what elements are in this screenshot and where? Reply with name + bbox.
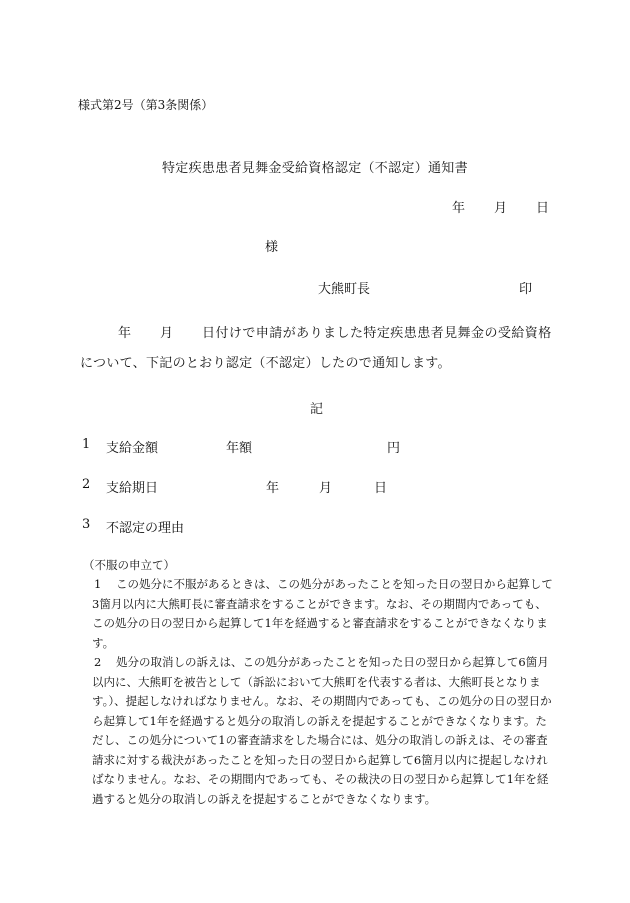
opening-year-label: 年 xyxy=(118,326,132,341)
paragraph-text: この処分に不服があるときは、この処分があったことを知った日の翌日から起算して3箇月以内に大熊町長に審査請求をすることができます。なお、その期間内であっても、この処分の日の翌日から起算して1年を経過すると審査請求をすることができなくなります。 xyxy=(92,577,553,650)
period-year-label: 年 xyxy=(266,481,280,496)
opening-month-label: 月 xyxy=(160,326,174,341)
yen-unit: 円 xyxy=(387,441,401,456)
item-label: 不認定の理由 xyxy=(106,521,185,536)
item-number: 1 xyxy=(82,437,91,452)
objection-heading: （不服の申立て） xyxy=(83,558,175,572)
paragraph-number: 1 xyxy=(94,577,102,591)
page-title: 特定疾患患者見舞金受給資格認定（不認定）通知書 xyxy=(162,161,468,176)
item-number: 3 xyxy=(82,517,91,532)
paragraph-text: 処分の取消しの訴えは、この処分があったことを知った日の翌日から起算して6箇月以内に、大熊町を被告として（訴訟において大熊町を代表する者は、大熊町長となります。）、提起しなければなりません。なお、その期間内であっても、この処分の日の翌日から起算して1年を経過すると処分の取消しの訴えを提起することができなくなります。ただし、この処分について1の審査請求をした場合には、処分の取消しの訴えは、その審査請求に対する裁決があったことを知った日の翌日から起算して6箇月以内に提起しなければなりません。なお、その期間内であっても、その裁決の日の翌日から起算して1年を経過すると処分の取消しの訴えを提起することができなくなります。 xyxy=(92,655,552,806)
item-number: 2 xyxy=(82,477,91,492)
objection-paragraph-1 xyxy=(92,575,558,653)
form-number: 様式第2号（第3条関係） xyxy=(78,98,214,112)
addressee-suffix: 様 xyxy=(265,240,279,255)
date-day-label: 日 xyxy=(536,201,550,216)
opening-line-2: について、下記のとおり認定（不認定）したので通知します。 xyxy=(80,356,451,371)
ki-heading: 記 xyxy=(310,402,324,417)
date-month-label: 月 xyxy=(494,201,508,216)
item-label: 支給期日 xyxy=(106,481,159,496)
seal-mark: 印 xyxy=(519,282,533,297)
period-month-label: 月 xyxy=(319,481,333,496)
opening-line-1: 日付けで申請がありました特定疾患患者見舞金の受給資格 xyxy=(202,326,552,341)
issuer-name: 大熊町長 xyxy=(318,282,371,297)
annual-label: 年額 xyxy=(226,441,253,456)
item-label: 支給金額 xyxy=(106,441,159,456)
period-day-label: 日 xyxy=(374,481,388,496)
date-year-label: 年 xyxy=(452,201,466,216)
objection-paragraph-2 xyxy=(92,653,558,809)
paragraph-number: 2 xyxy=(94,655,102,669)
